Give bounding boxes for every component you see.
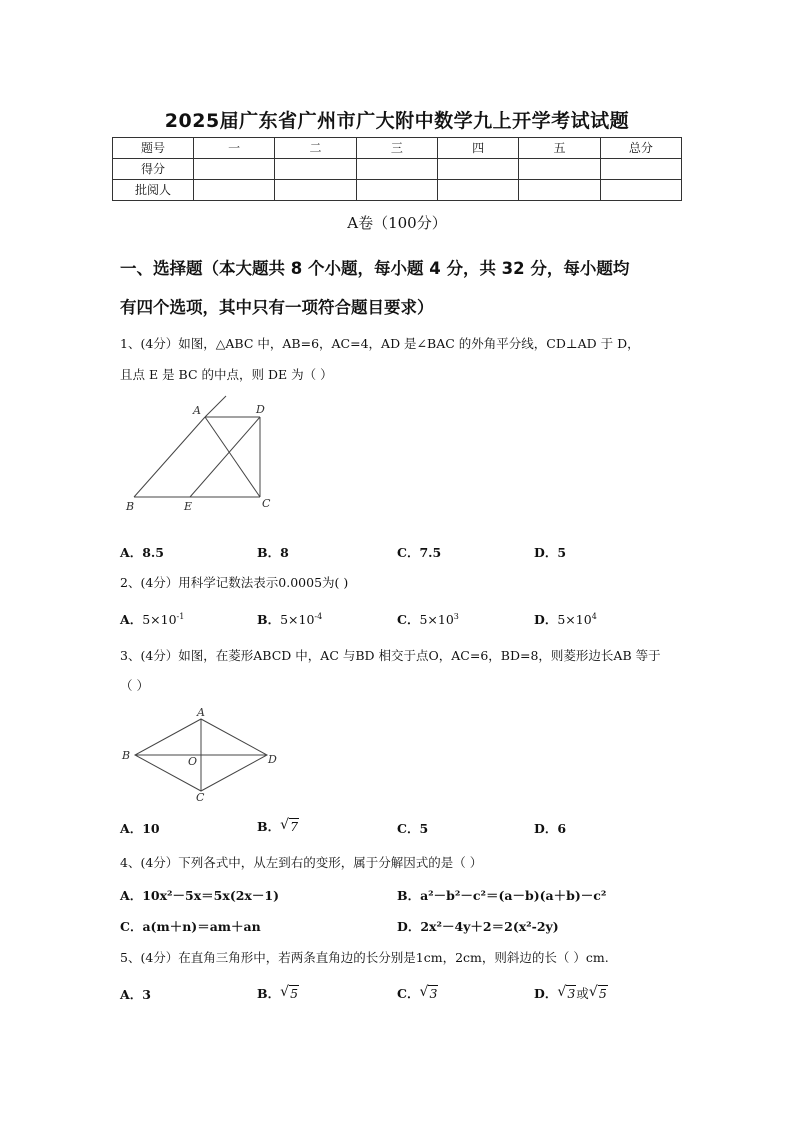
q5-option-d: D．√ 3或√ 5: [534, 984, 608, 1002]
table-cell: [600, 180, 681, 201]
section-a-title: A卷（100分）: [347, 214, 447, 232]
q4-stem: 4、(4分）下列各式中，从左到右的变形，属于分解因式的是（ ）: [120, 855, 483, 870]
sqrt-symbol: √ 5: [280, 985, 299, 1001]
q1-option-d: D．5: [534, 545, 567, 560]
q4-option-c: C．a(m＋n)＝am＋an: [120, 919, 261, 934]
table-cell: [600, 159, 681, 180]
q2-option-b: B．$5\times 10^{-4}$: [257, 612, 323, 627]
q3-option-c: C．5: [397, 821, 429, 836]
q3-option-a: A．10: [120, 821, 160, 836]
label-c: C: [262, 497, 271, 510]
q2-option-a: A．$5\times 10^{-1}$: [120, 612, 185, 627]
table-cell: [356, 159, 437, 180]
q3-figure: [118, 704, 288, 804]
table-cell: 四: [437, 138, 518, 159]
q2-stem: 2、(4分）用科学记数法表示0.0005为( ): [120, 575, 349, 590]
section-heading-line1: 一、选择题（本大题共 8 个小题，每小题 4 分，共 32 分，每小题均: [120, 259, 630, 278]
table-cell: [275, 159, 356, 180]
q3-option-b: B．√ 7: [257, 817, 299, 835]
table-cell: [519, 159, 600, 180]
table-cell: 三: [356, 138, 437, 159]
q2-option-d: D．$5\times 10^4$: [534, 612, 597, 627]
table-row: [113, 159, 682, 180]
line-ed: [190, 417, 260, 497]
table-cell: 题号: [113, 138, 194, 159]
table-cell: [519, 180, 600, 201]
q1-option-a: A．8.5: [120, 545, 164, 560]
table-cell: 得分: [113, 159, 194, 180]
q2-option-c: C．$5\times 10^3$: [397, 612, 459, 627]
line-ac: [205, 417, 260, 497]
label-a: A: [197, 706, 205, 719]
table-cell: [437, 180, 518, 201]
q1-stem-line1: 1、(4分）如图，△ABC 中，AB=6，AC=4，AD 是∠BAC 的外角平分线，CD⊥AD 于 D，: [120, 336, 640, 351]
table-cell: [194, 180, 275, 201]
table-cell: [194, 159, 275, 180]
table-cell: 一: [194, 138, 275, 159]
label-a: A: [193, 404, 201, 417]
table-row: [113, 180, 682, 201]
q3-option-d: D．6: [534, 821, 567, 836]
table-cell: [356, 180, 437, 201]
table-cell: [275, 180, 356, 201]
q1-option-b: B．8: [257, 545, 289, 560]
q4-option-d: D．2x²－4y＋2＝2(x²-2y): [397, 919, 559, 934]
table-cell: 二: [275, 138, 356, 159]
line-ab: [134, 417, 205, 497]
sqrt-symbol: √ 7: [280, 818, 299, 834]
q5-option-c: C．√ 3: [397, 984, 438, 1002]
table-row: [113, 138, 682, 159]
table-cell: 批阅人: [113, 180, 194, 201]
label-o: O: [188, 755, 198, 768]
sqrt-symbol: √ 5: [589, 985, 608, 1001]
q3-stem-line2: （ ）: [120, 678, 149, 693]
q1-option-c: C．7.5: [397, 545, 442, 560]
label-b: B: [126, 500, 135, 513]
q5-option-a: A．3: [120, 987, 151, 1002]
q1-stem-line2: 且点 E 是 BC 的中点，则 DE 为（ ）: [120, 367, 333, 382]
q4-option-b: B．a²－b²－c²＝(a－b)(a＋b)－c²: [397, 888, 607, 903]
q4-option-a: A．10x²－5x＝5x(2x－1): [120, 888, 279, 903]
section-heading-line2: 有四个选项，其中只有一项符合题目要求）: [120, 298, 434, 317]
sqrt-symbol: √ 3: [419, 985, 438, 1001]
table-cell: 五: [519, 138, 600, 159]
label-d: D: [256, 403, 265, 416]
line-extension: [205, 396, 226, 417]
label-c: C: [196, 791, 205, 804]
table-cell: 总分: [600, 138, 681, 159]
score-table: [112, 137, 682, 201]
sqrt-symbol: √ 3: [557, 985, 576, 1001]
q1-figure: [120, 390, 290, 520]
page-title: 2025届广东省广州市广大附中数学九上开学考试试题: [164, 110, 630, 132]
label-e: E: [184, 500, 193, 513]
q5-stem: 5、(4分）在直角三角形中，若两条直角边的长分别是1cm，2cm，则斜边的长（ ）cm.: [120, 950, 609, 965]
q5-option-b: B．√ 5: [257, 984, 299, 1002]
label-d: D: [268, 753, 277, 766]
table-cell: [437, 159, 518, 180]
label-b: B: [122, 749, 131, 762]
q3-stem-line1: 3、(4分）如图，在菱形ABCD 中，AC 与BD 相交于点O，AC=6，BD=8，则菱形边长AB 等于: [120, 648, 661, 663]
